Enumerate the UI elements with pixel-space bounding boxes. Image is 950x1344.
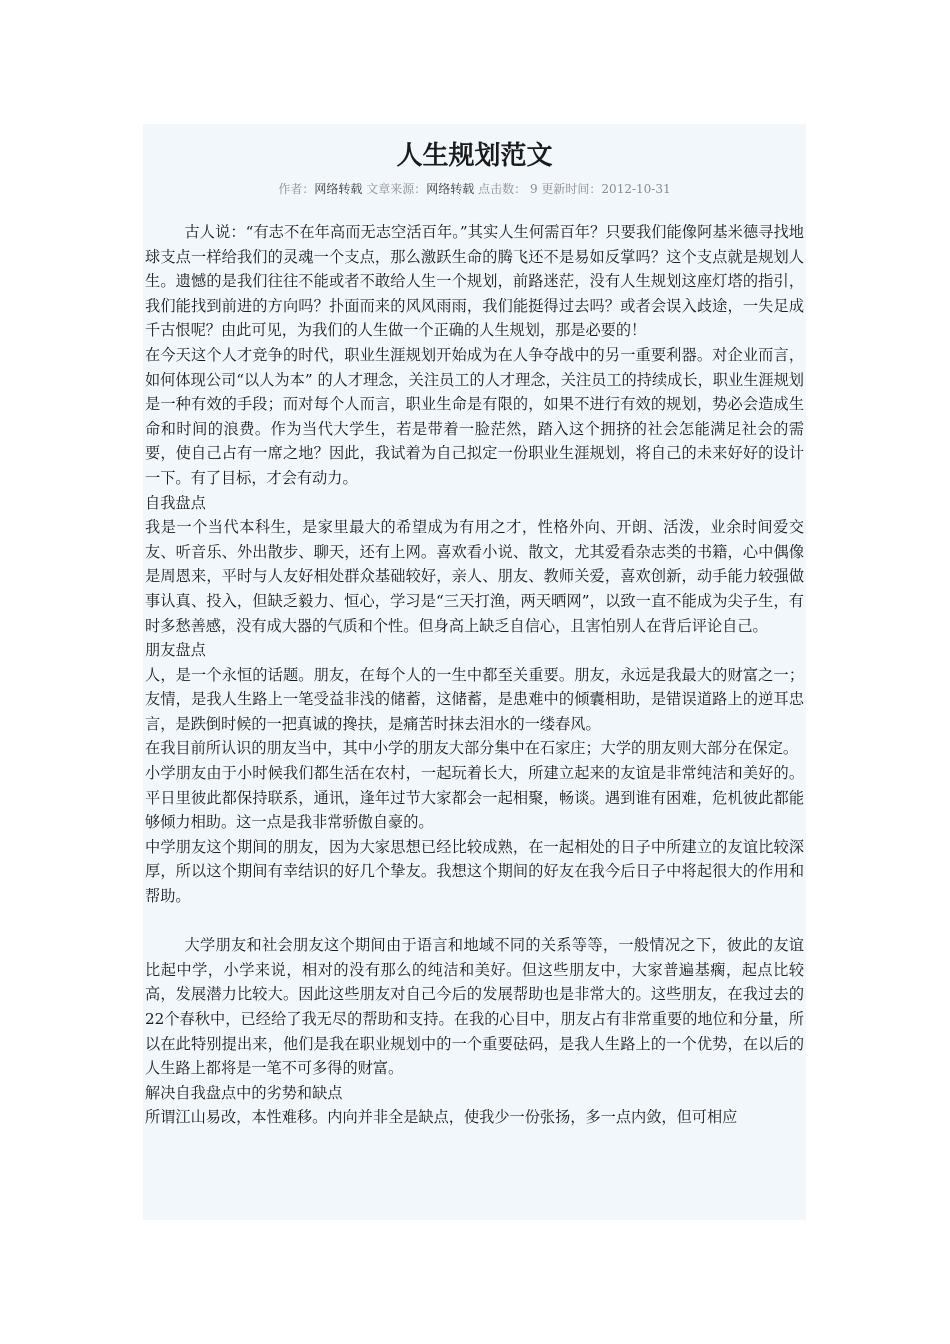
article-title: 人生规划范文 (396, 141, 553, 171)
paragraph-self: 我是一个当代本科生，是家里最大的希望成为有用之才，性格外向、开朗、活泼，业余时间爱交友、听音乐、外出散步、聊天，还有上网。喜欢看小说、散文，尤其爱看杂志类的书籍，心中偶像是周恩来，平时与人友好相处群众基础较好，亲人、朋友、教师关爱，喜欢创新，动手能力较强做事认真、投入，但缺乏毅力、恒心，学习是“三天打渔，两天晒网”，以致一直不能成为尖子生，有时多愁善感，没有成大器的气质和个性。但身高上缺乏自信心，且害怕别人在背后评论自己。 (145, 518, 804, 635)
paragraph-middle-friends: 中学朋友这个期间的朋友，因为大家思想已经比较成熟，在一起相处的日子中所建立的友谊比较深厚，所以这个期间有幸结识的好几个挚友。我想这个期间的好友在我今后日子中将起很大的作用和帮助。 (145, 837, 804, 906)
paragraph-intro: 古人说：“有志不在年高而无志空活百年。”其实人生何需百年？只要我们能像阿基米德寻找地球支点一样给我们的灵魂一个支点，那么激跃生命的腾飞还不是易如反掌吗？这个支点就是规划人生。遗憾的是我们往往不能或者不敢给人生一个规划，前路迷茫，没有人生规划这座灯塔的指引，我们能找到前进的方向吗？扑面而来的风风雨雨，我们能挺得过去吗？或者会误入歧途，一失足成千古恨呢？由此可见，为我们的人生做一个正确的人生规划，那是必要的！ (145, 223, 804, 340)
author-label: 作者： (278, 182, 315, 196)
article-meta (143, 178, 806, 200)
section-heading-self: 自我盘点 (145, 493, 206, 512)
source-value: 网络转载 (426, 182, 475, 196)
updated-value: 2012-10-31 (601, 182, 671, 196)
paragraph-college-friends: 大学朋友和社会朋友这个期间由于语言和地域不同的关系等等，一般情况之下，彼此的友谊比起中学，小学来说，相对的没有那么的纯洁和美好。但这些朋友中，大家普遍基瘸，起点比较高，发展潜力比较大。因此这些朋友对自己今后的发展帮助也是非常大的。这些朋友，在我过去的22个春秋中，已经给了我无尽的帮助和支持。在我的心目中，朋友占有非常重要的地位和分量，所以在此特别提出来，他们是我在职业规划中的一个重要砝码，是我人生路上的一个优势，在以后的人生路上都将是一笔不可多得的财富。 (145, 936, 804, 1078)
article-panel (143, 124, 806, 1220)
section-heading-weakness: 解决自我盘点中的劣势和缺点 (145, 1083, 343, 1102)
paragraph-friends: 人，是一个永恒的话题。朋友，在每个人的一生中都至关重要。朋友，永远是我最大的财富之一；友情，是我人生路上一笔受益非浅的储蓄，这储蓄，是患难中的倾囊相助，是错误道路上的逆耳忠言，是跌倒时候的一把真诚的搀扶，是痛苦时抹去泪水的一缕春风。 (145, 665, 804, 733)
author-value: 网络转载 (314, 182, 363, 196)
paragraph-career: 在今天这个人才竞争的时代，职业生涯规划开始成为在人争夺战中的另一重要利器。对企业而言，如何体现公司“以人为本” 的人才理念，关注员工的人才理念，关注员工的持续成长，职业生涯规划是一种有效的手段；而对每个人而言，职业生命是有限的，如果不进行有效的规划，势必会造成生命和时间的浪费。作为当代大学生，若是带着一脸茫然，踏入这个拥挤的社会怎能满足社会的需要，使自己占有一席之地？因此，我试着为自己拟定一份职业生涯规划，将自己的未来好好的设计一下。有了目标，才会有动力。 (145, 345, 804, 487)
paragraph-primary-friends: 小学朋友由于小时候我们都生活在农村，一起玩着长大，所建立起来的友谊是非常纯洁和美好的。平日里彼此都保持联系，通讯，逢年过节大家都会一起相聚，畅谈。遇到谁有困难，危机彼此都能够倾力相助。这一点是我非常骄傲自豪的。 (145, 764, 804, 832)
paragraph-weakness: 所谓江山易改，本性难移。内向并非全是缺点，使我少一份张扬，多一点内敛，但可相应 (145, 1108, 738, 1127)
article-body (143, 220, 806, 1130)
paragraph-friends-location: 在我目前所认识的朋友当中，其中小学的朋友大部分集中在石家庄；大学的朋友则大部分在保定。 (145, 739, 799, 758)
clicks-value: 9 (529, 182, 538, 196)
updated-label: 更新时间： (541, 182, 602, 196)
section-heading-friends: 朋友盘点 (145, 641, 206, 660)
clicks-label: 点击数： (478, 182, 527, 196)
source-label: 文章来源： (366, 182, 427, 196)
